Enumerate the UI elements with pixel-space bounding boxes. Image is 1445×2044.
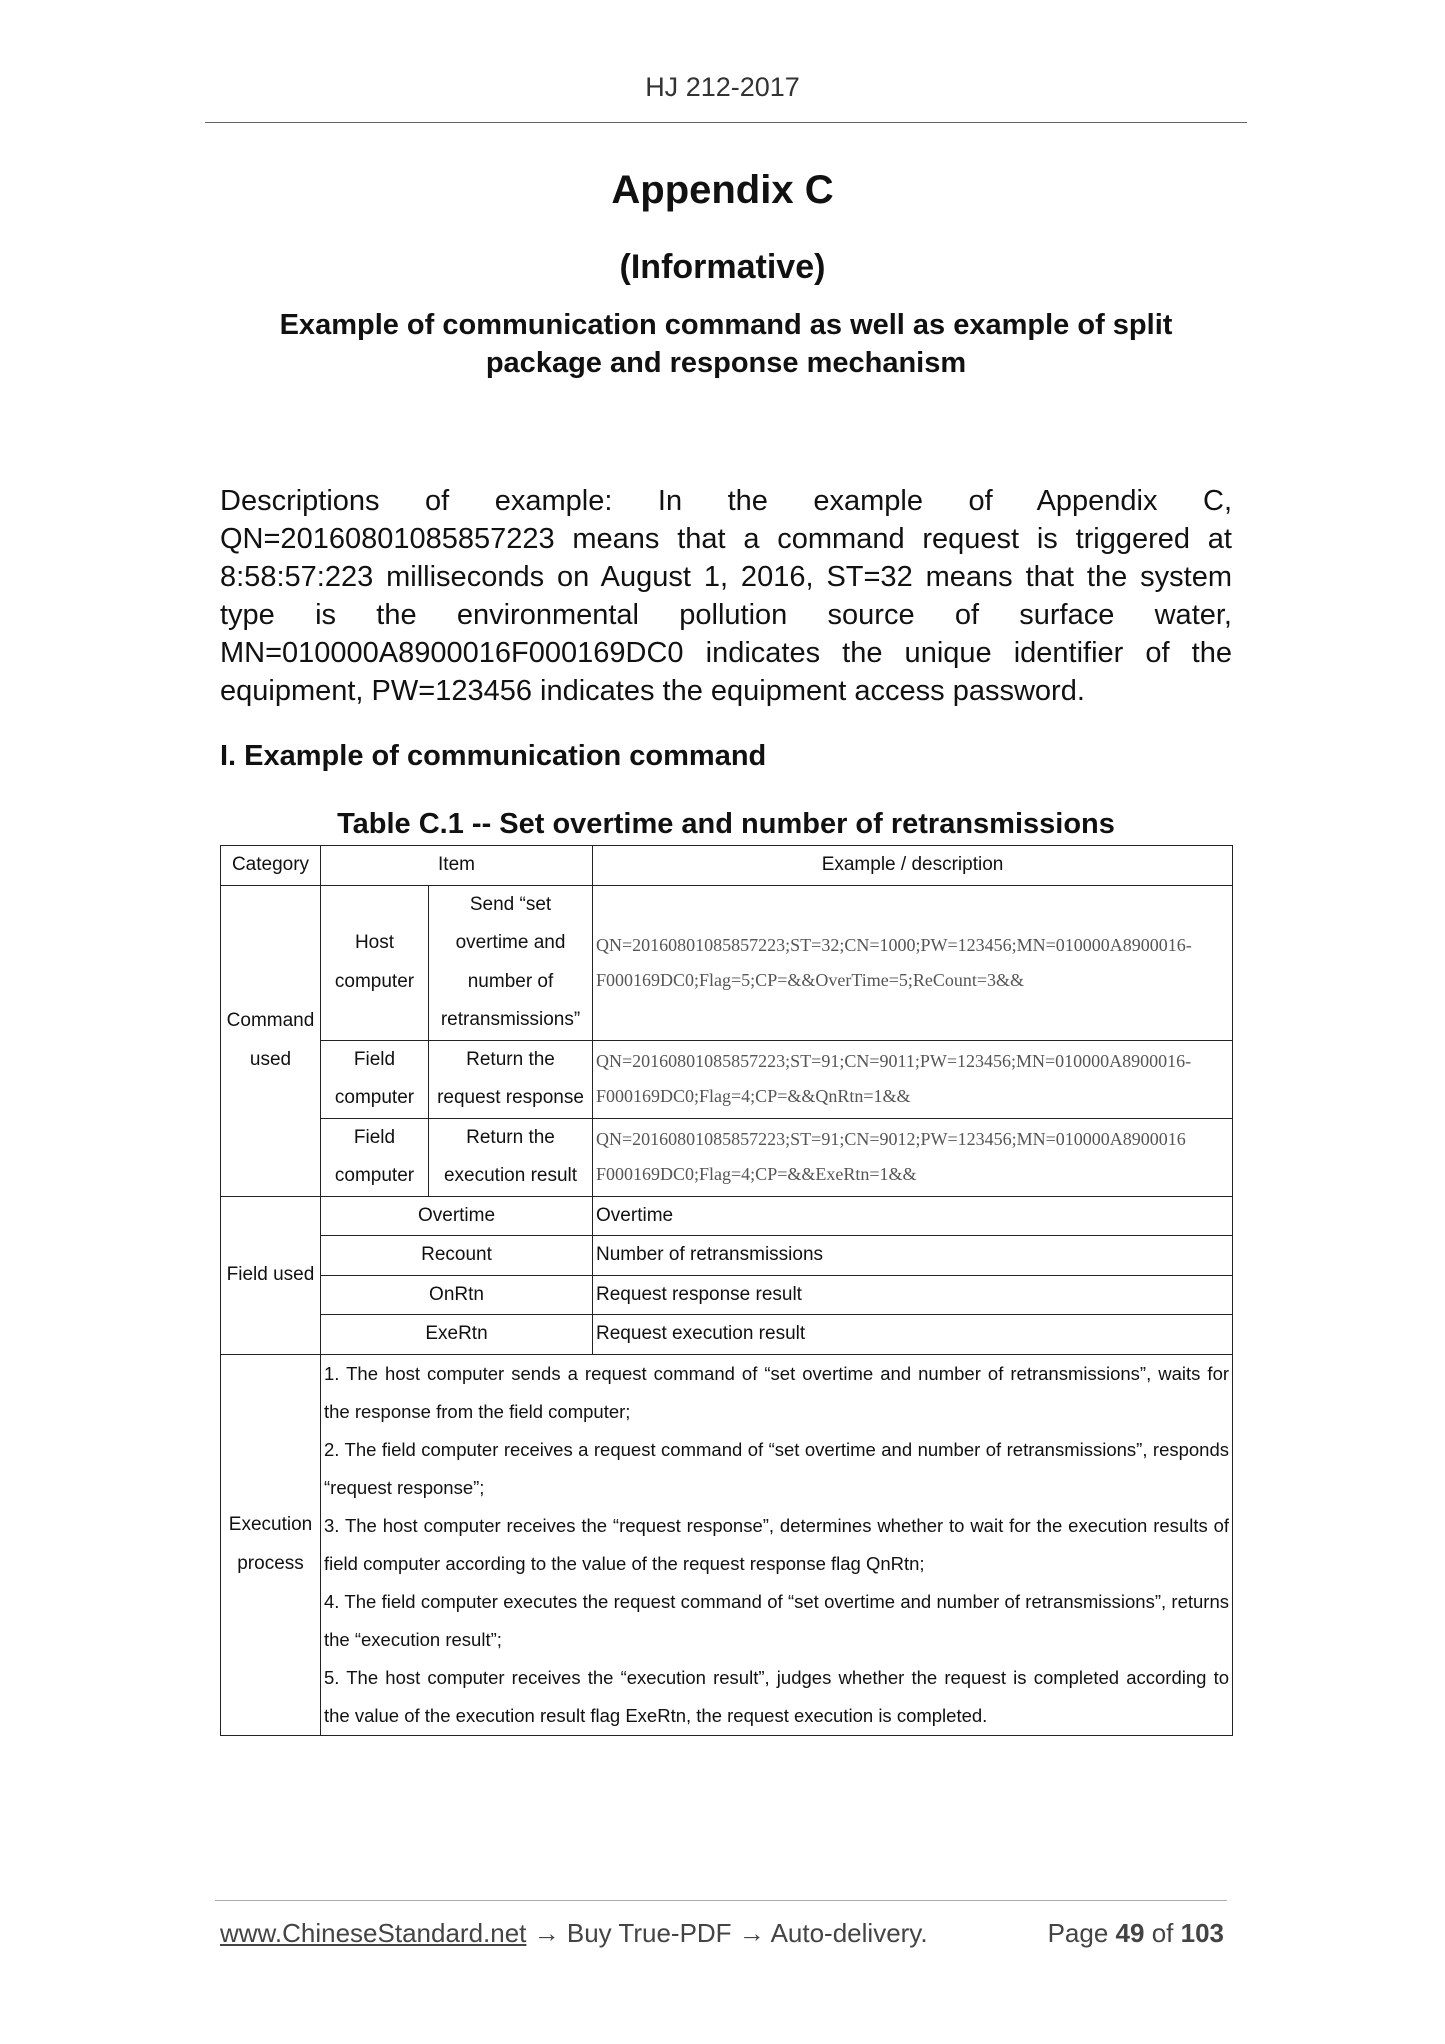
- table-row: [221, 1275, 1233, 1315]
- table-row: [221, 1196, 1233, 1236]
- row-action: Return the request response: [429, 1040, 593, 1118]
- row-example: [593, 885, 1233, 1040]
- footer-rule: [215, 1900, 1227, 1901]
- field-desc: Request execution result: [593, 1315, 1233, 1355]
- field-desc: Overtime: [593, 1196, 1233, 1236]
- execution-steps: [321, 1354, 1233, 1736]
- field-name: OnRtn: [321, 1275, 593, 1315]
- execution-step: 1. The host computer sends a request command of “set overtime and number of retransmissions”, waits for the response from the field computer;: [324, 1362, 1230, 1422]
- appendix-heading: Example of communication command as well as example of split package and response mechanism: [279, 309, 1173, 379]
- header-rule: [205, 122, 1247, 123]
- execution-step: 4. The field computer executes the request command of “set overtime and number of retransmissions”, returns the “execution result”;: [324, 1591, 1230, 1651]
- category-field-used: Field used: [221, 1196, 321, 1354]
- description-paragraph: Descriptions of example: In the example of Appendix C, QN=20160801085857223 means that a command request is triggered at 8:58:57:223 milliseconds on August 1, 2016, ST=32 means that the system type is the environmental pollution source of surface water, MN=010000A8900016F000169DC0 indicates the unique identifier of the equipment, PW=123456 indicates the equipment access password.: [220, 485, 1232, 707]
- appendix-subtitle: (Informative): [619, 248, 826, 286]
- row-who: Host computer: [321, 885, 429, 1040]
- execution-step: 3. The host computer receives the “request response”, determines whether to wait for the execution results of field computer according to the value of the request response flag QnRtn;: [324, 1514, 1230, 1574]
- example-line-1: QN=20160801085857223;ST=91;CN=9011;PW=123456;MN=010000A8900016-: [596, 1051, 1192, 1071]
- example-line-2: F000169DC0;Flag=5;CP=&&OverTime=5;ReCount=3&&: [596, 969, 1024, 990]
- example-line-1: QN=20160801085857223;ST=91;CN=9012;PW=123456;MN=010000A8900016: [596, 1129, 1186, 1149]
- page-indicator: [1048, 1918, 1224, 1949]
- section-heading: I. Example of communication command: [220, 740, 767, 772]
- of-label: of: [1151, 1918, 1174, 1948]
- running-header: HJ 212-2017: [645, 72, 800, 102]
- page-number: 49: [1115, 1918, 1145, 1948]
- page-total: 103: [1180, 1918, 1224, 1948]
- row-who: Field computer: [321, 1118, 429, 1196]
- table-row: [221, 1118, 1233, 1196]
- header-item: Item: [321, 846, 593, 886]
- row-who: Field computer: [321, 1040, 429, 1118]
- header-category: Category: [221, 846, 321, 886]
- table-row: [221, 885, 1233, 1040]
- example-line-2: F000169DC0;Flag=4;CP=&&ExeRtn=1&&: [596, 1164, 917, 1184]
- field-desc: Number of retransmissions: [593, 1236, 1233, 1276]
- example-line-2: F000169DC0;Flag=4;CP=&&QnRtn=1&&: [596, 1086, 911, 1106]
- execution-step: 5. The host computer receives the “execution result”, judges whether the request is completed according to the value of the execution result flag ExeRtn, the request execution is completed.: [324, 1667, 1230, 1727]
- category-execution-process: Execution process: [221, 1354, 321, 1736]
- row-example: [593, 1040, 1233, 1118]
- footer-tagline: → Buy True-PDF → Auto-delivery.: [526, 1918, 928, 1948]
- table-row: [221, 1315, 1233, 1355]
- footer-link[interactable]: www.ChineseStandard.net: [220, 1918, 527, 1948]
- header-example: Example / description: [593, 846, 1233, 886]
- field-desc: Request response result: [593, 1275, 1233, 1315]
- row-example: [593, 1118, 1233, 1196]
- page-footer: [220, 1918, 1232, 1949]
- table-row: [221, 1236, 1233, 1276]
- row-action: Send “set overtime and number of retransmissions”: [429, 885, 593, 1040]
- table-header-row: [221, 846, 1233, 886]
- field-name: Recount: [321, 1236, 593, 1276]
- row-action: Return the execution result: [429, 1118, 593, 1196]
- appendix-title: Appendix C: [611, 168, 834, 212]
- execution-step: 2. The field computer receives a request command of “set overtime and number of retransmissions”, responds “request response”;: [324, 1438, 1230, 1498]
- command-table: [220, 845, 1233, 1736]
- example-line-1: QN=20160801085857223;ST=32;CN=1000;PW=123456;MN=010000A8900016-: [596, 934, 1192, 955]
- field-name: Overtime: [321, 1196, 593, 1236]
- table-caption: Table C.1 -- Set overtime and number of retransmissions: [337, 808, 1115, 840]
- category-command-used: Command used: [221, 885, 321, 1196]
- field-name: ExeRtn: [321, 1315, 593, 1355]
- table-row: [221, 1040, 1233, 1118]
- table-row: [221, 1354, 1233, 1736]
- page-label: Page: [1047, 1918, 1109, 1948]
